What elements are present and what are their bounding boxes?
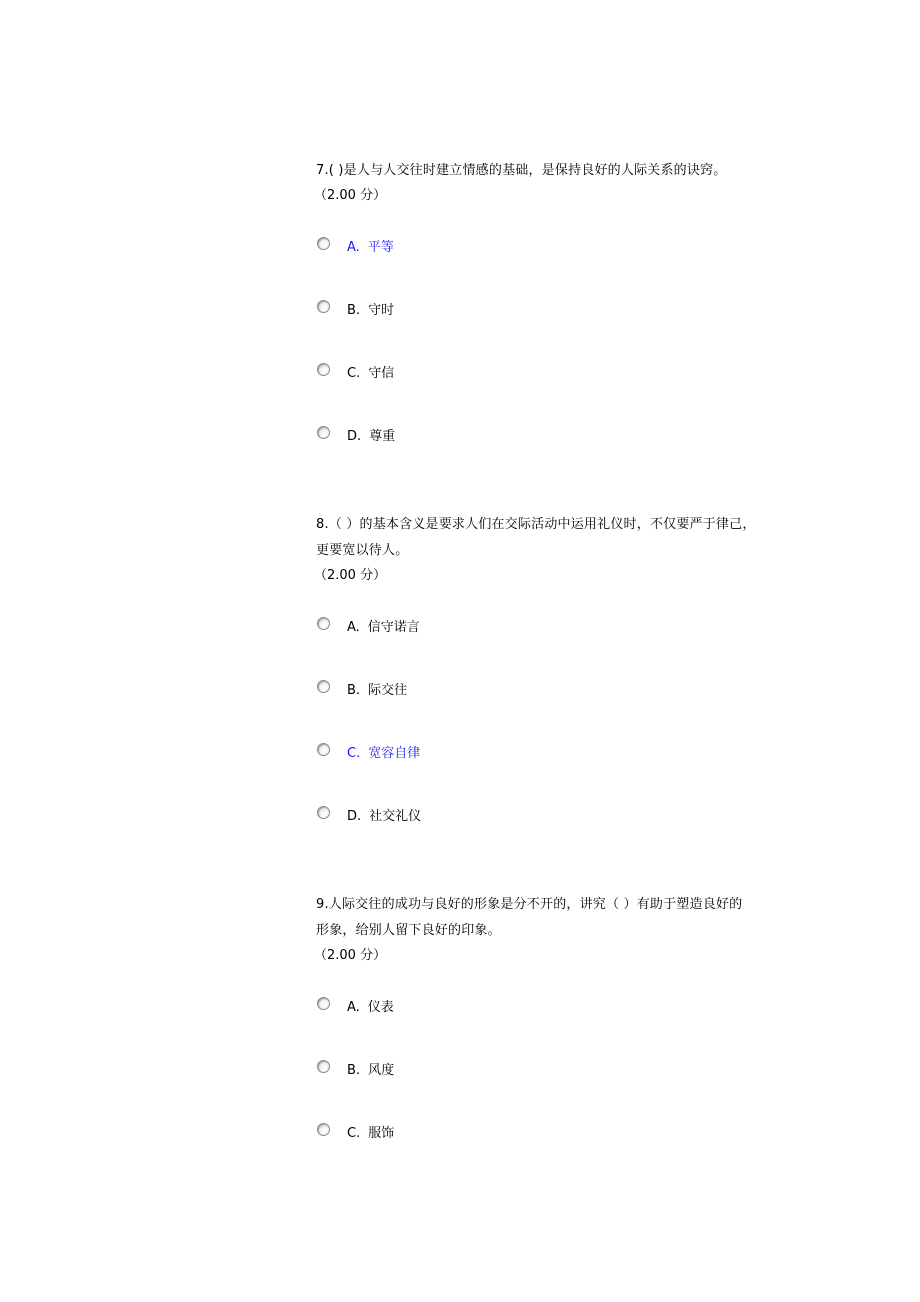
radio-button-icon[interactable] — [317, 680, 330, 693]
option-list — [316, 237, 786, 489]
question-7 — [316, 158, 786, 489]
option-b[interactable] — [316, 680, 786, 743]
option-letter: C. — [347, 366, 361, 381]
question-score: （2.00 分） — [314, 568, 387, 583]
option-d[interactable] — [316, 426, 786, 489]
question-stem-line: 更要宽以待人。 — [316, 543, 409, 558]
option-letter: D. — [347, 809, 362, 824]
option-b[interactable] — [316, 1060, 786, 1123]
option-letter: B. — [347, 1063, 361, 1078]
option-letter: C. — [347, 1126, 361, 1141]
question-score: （2.00 分） — [314, 188, 387, 203]
radio-button-icon[interactable] — [317, 237, 330, 250]
option-label[interactable] — [347, 619, 420, 637]
option-list — [316, 997, 786, 1186]
option-text: 宽容自律 — [368, 746, 421, 761]
option-label[interactable] — [347, 745, 420, 763]
option-letter: D. — [347, 429, 362, 444]
option-letter: C. — [347, 746, 361, 761]
option-letter: B. — [347, 683, 361, 698]
radio-button-icon[interactable] — [317, 1123, 330, 1136]
option-c[interactable] — [316, 1123, 786, 1186]
option-label[interactable] — [347, 999, 394, 1017]
option-text: 际交往 — [368, 683, 408, 698]
radio-button-icon[interactable] — [317, 617, 330, 630]
question-stem-line: 9.人际交往的成功与良好的形象是分不开的，讲究（ ）有助于塑造良好的 — [316, 897, 743, 912]
option-label[interactable] — [347, 1125, 394, 1143]
radio-button-icon[interactable] — [317, 743, 330, 756]
option-a[interactable] — [316, 997, 786, 1060]
option-label[interactable] — [347, 682, 407, 700]
option-label[interactable] — [347, 365, 394, 383]
option-text: 风度 — [368, 1063, 395, 1078]
option-text: 平等 — [367, 240, 394, 255]
radio-button-icon[interactable] — [317, 300, 330, 313]
option-text: 守时 — [368, 303, 395, 318]
question-8 — [316, 512, 786, 869]
option-label[interactable] — [347, 239, 394, 257]
option-label[interactable] — [347, 1062, 394, 1080]
option-text: 仪表 — [367, 1000, 394, 1015]
option-c[interactable] — [316, 363, 786, 426]
radio-button-icon[interactable] — [317, 1060, 330, 1073]
option-text: 服饰 — [368, 1126, 395, 1141]
option-label[interactable] — [347, 302, 394, 320]
radio-button-icon[interactable] — [317, 806, 330, 819]
option-a[interactable] — [316, 617, 786, 680]
option-label[interactable] — [347, 808, 421, 826]
option-b[interactable] — [316, 300, 786, 363]
radio-button-icon[interactable] — [317, 997, 330, 1010]
option-letter: A. — [347, 1000, 360, 1015]
option-text: 尊重 — [369, 429, 396, 444]
question-stem-line: 8.（ ）的基本含义是要求人们在交际活动中运用礼仪时，不仅要严于律己， — [316, 517, 756, 532]
question-stem-line: 7.( )是人与人交往时建立情感的基础，是保持良好的人际关系的诀窍。 — [316, 163, 727, 178]
option-letter: A. — [347, 620, 360, 635]
radio-button-icon[interactable] — [317, 426, 330, 439]
option-text: 社交礼仪 — [369, 809, 422, 824]
option-text: 守信 — [368, 366, 395, 381]
option-list — [316, 617, 786, 869]
option-a[interactable] — [316, 237, 786, 300]
option-label[interactable] — [347, 428, 395, 446]
option-text: 信守诺言 — [367, 620, 420, 635]
option-letter: B. — [347, 303, 361, 318]
question-stem-line: 形象，给别人留下良好的印象。 — [316, 923, 501, 938]
option-d[interactable] — [316, 806, 786, 869]
option-letter: A. — [347, 240, 360, 255]
question-9 — [316, 892, 786, 1186]
question-score: （2.00 分） — [314, 948, 387, 963]
radio-button-icon[interactable] — [317, 363, 330, 376]
option-c[interactable] — [316, 743, 786, 806]
